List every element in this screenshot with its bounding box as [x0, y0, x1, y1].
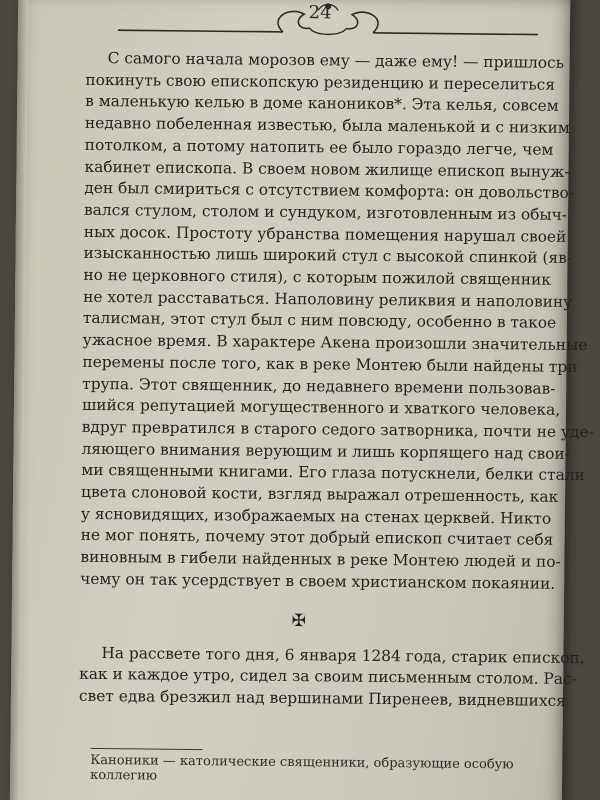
- text-line: свет едва брезжил над вершинами Пиренеев, видневшихся: [78, 686, 566, 710]
- text-line: ми священными книгами. Его глаза потускнели, белки стали: [81, 461, 585, 485]
- text-line: талисман, этот стул был с ним повсюду, особенно в такое: [82, 309, 557, 333]
- text-line: ляющего внимания верующим и лишь корпящего над свои-: [81, 439, 571, 463]
- text-line: потолком, а потому натопить ее было гораздо легче, чем: [84, 135, 554, 159]
- book-page: [10, 0, 594, 800]
- text-line: ужасное время. В характере Акена произошли значительные: [82, 330, 588, 355]
- text-line: в маленькую келью в доме каноников*. Эта келья, совсем: [85, 92, 559, 116]
- text-line: покинуть свою епископскую резиденцию и переселиться: [85, 70, 556, 94]
- footnote: [90, 748, 550, 788]
- text-line: не хотел расставаться. Наполовину реликвия и наполовину: [83, 287, 573, 311]
- paragraph-1: [80, 48, 594, 595]
- text-line: С самого начала морозов ему — даже ему! — пришлось: [107, 49, 565, 72]
- body-text: [78, 48, 594, 712]
- footnote-rule: [90, 748, 202, 750]
- text-line: виновным в гибели найденных в реке Монтею людей и по-: [80, 547, 561, 572]
- text-line: цвета слоновой кости, взгляд выражал отрешенность, как: [81, 482, 559, 506]
- text-line: вдруг превратился в старого седого затворника, почти не уде-: [81, 417, 594, 442]
- text-line: перемены после того, как в реке Монтею были найдены три: [82, 352, 578, 376]
- text-line: недавно побеленная известью, была маленькой и с низким: [84, 113, 570, 138]
- text-line: ных досок. Простоту убранства помещения нарушал своей: [83, 222, 567, 246]
- text-line: как и каждое утро, сидел за своим письменным столом. Рас-: [79, 665, 577, 689]
- text-line: вался стулом, столом и сундуком, изготовленным из обыч-: [83, 200, 568, 224]
- text-line: но не церковного стиля), с которым пожилой священник: [83, 265, 552, 289]
- page-edge: [10, 0, 29, 800]
- text-line: трупа. Этот священник, до недавнего времени пользовав-: [82, 374, 556, 398]
- cross-separator-icon: ✠: [291, 610, 306, 631]
- text-line: чему он так усердствует в своем христианском покаянии.: [80, 569, 556, 593]
- text-line: у ясновидящих, изображаемых на стенах церквей. Никто: [80, 504, 552, 528]
- text-line: На рассвете того дня, 6 января 1284 года, старик епископ,: [101, 643, 585, 667]
- text-line: шийся репутацией могущественного и хваткого человека,: [81, 396, 561, 420]
- page-number: 24: [308, 2, 332, 24]
- text-line: ден был смириться с отсутствием комфорта: он довольство-: [84, 179, 575, 203]
- footnote-text: Каноники — католические священники, образующие особую коллегию: [90, 752, 514, 784]
- text-line: не мог понять, почему этот добрый епископ считает себя: [80, 526, 554, 550]
- text-line: кабинет епископа. В своем новом жилище епископ вынуж-: [84, 157, 570, 181]
- paragraph-2: [78, 642, 585, 712]
- text-line: изысканностью лишь широкий стул с высокой спинкой (яв-: [83, 244, 573, 268]
